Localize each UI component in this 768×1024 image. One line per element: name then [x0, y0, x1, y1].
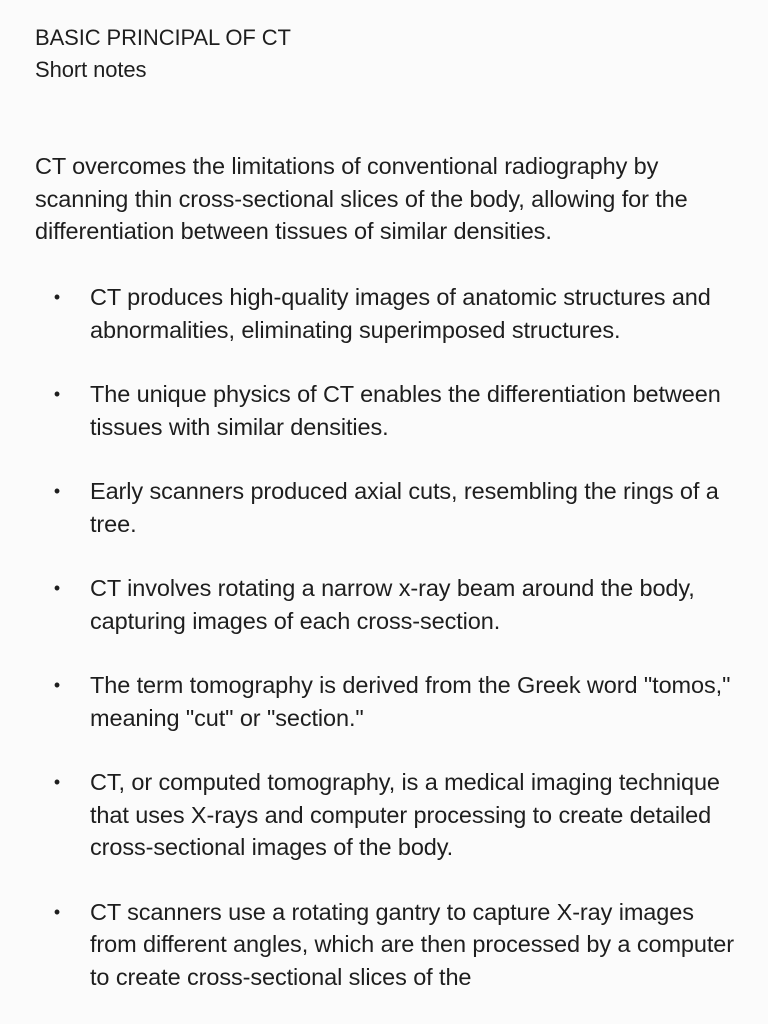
list-item-text: The term tomography is derived from the Greek word "tomos," meaning "cut" or "section." — [90, 672, 731, 731]
list-item-text: CT produces high-quality images of anatomic structures and abnormalities, eliminating superimposed structures. — [90, 284, 711, 343]
bullet-dot-icon: • — [53, 578, 61, 598]
list-item — [0, 766, 738, 864]
bullet-dot-icon: • — [53, 675, 61, 695]
document-header — [35, 22, 291, 86]
list-item — [0, 572, 738, 637]
document-title: BASIC PRINCIPAL OF CT — [35, 25, 291, 50]
list-item — [0, 281, 738, 346]
list-item — [0, 475, 738, 540]
bullet-dot-icon: • — [53, 772, 61, 792]
list-item — [0, 896, 738, 994]
list-item-text: The unique physics of CT enables the differentiation between tissues with similar densities. — [90, 381, 721, 440]
list-item — [0, 669, 738, 734]
bullet-dot-icon: • — [53, 384, 61, 404]
list-item-text: CT, or computed tomography, is a medical imaging technique that uses X-rays and computer processing to create detailed cross-sectional images of the body. — [90, 769, 720, 860]
list-item-text: Early scanners produced axial cuts, resembling the rings of a tree. — [90, 478, 719, 537]
bullet-dot-icon: • — [53, 287, 61, 307]
bullet-list — [0, 281, 768, 1024]
bullet-dot-icon: • — [53, 901, 61, 922]
bullet-dot-icon: • — [53, 481, 61, 501]
list-item-text: CT scanners use a rotating gantry to capture X-ray images from different angles, which are then processed by a computer to create cross-sectional slices of the — [90, 898, 734, 990]
intro-paragraph: CT overcomes the limitations of conventional radiography by scanning thin cross-sectional slices of the body, allowing for the differentiation between tissues of similar densities. — [35, 153, 688, 244]
list-item — [0, 378, 738, 443]
document-subtitle: Short notes — [35, 57, 147, 82]
list-item-text: CT involves rotating a narrow x-ray beam around the body, capturing images of each cross-section. — [90, 575, 695, 634]
